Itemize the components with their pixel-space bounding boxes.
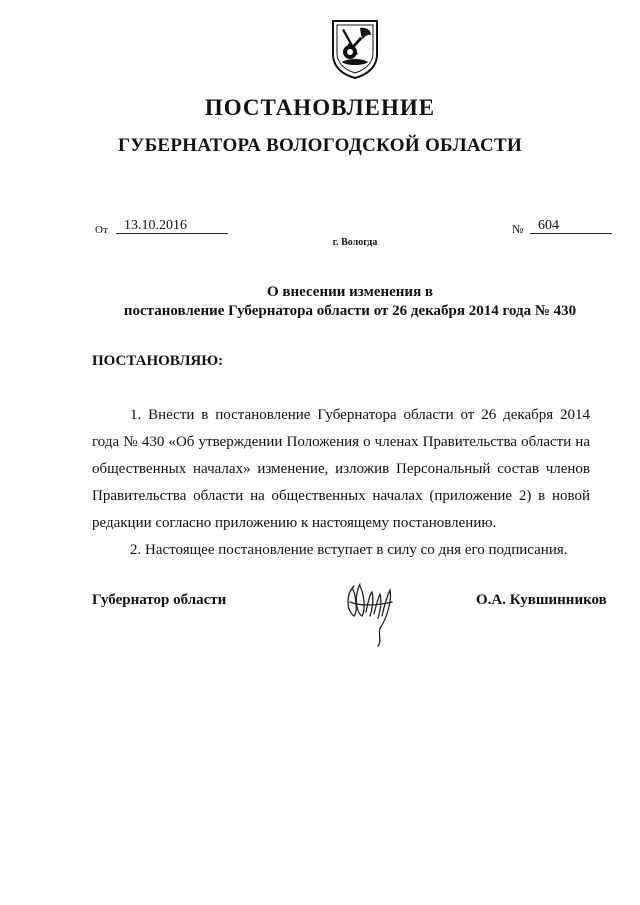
heading-line-1: О внесении изменения в: [266, 284, 434, 300]
document-subtitle: ГУБЕРНАТОРА ВОЛОГОДСКОЙ ОБЛАСТИ: [117, 135, 523, 156]
document-title: ПОСТАНОВЛЕНИЕ: [204, 95, 436, 120]
document-heading: [0, 283, 640, 321]
vologda-coat-of-arms-icon: [330, 18, 380, 80]
city-label: г. Вологда: [332, 237, 378, 248]
signatory-name: О.А. Кувшинников: [476, 592, 607, 608]
decree-word: ПОСТАНОВЛЯЮ:: [92, 353, 224, 369]
date-prefix: От: [95, 224, 108, 236]
signature-icon: [340, 572, 400, 652]
heading-line-2: постановление Губернатора области от 26 декабря 2014 года № 430: [123, 303, 577, 319]
number-prefix: №: [512, 222, 524, 236]
document-body: [92, 402, 590, 564]
signatory-role: Губернатор области: [92, 592, 227, 608]
body-paragraph-2: 2. Настоящее постановление вступает в силу со дня его подписания.: [130, 542, 568, 558]
document-date: 13.10.2016: [116, 218, 228, 234]
document-number: 604: [530, 218, 612, 234]
body-paragraph-1: 1. Внести в постановление Губернатора области от 26 декабря 2014 года № 430 «Об утверждении Положения о членах Правительства области на общественных началах» изменение, изложив Персональный состав членов Правительства области на общественных началах (приложение 2) в новой редакции согласно приложению к настоящему постановлению.: [92, 407, 590, 531]
